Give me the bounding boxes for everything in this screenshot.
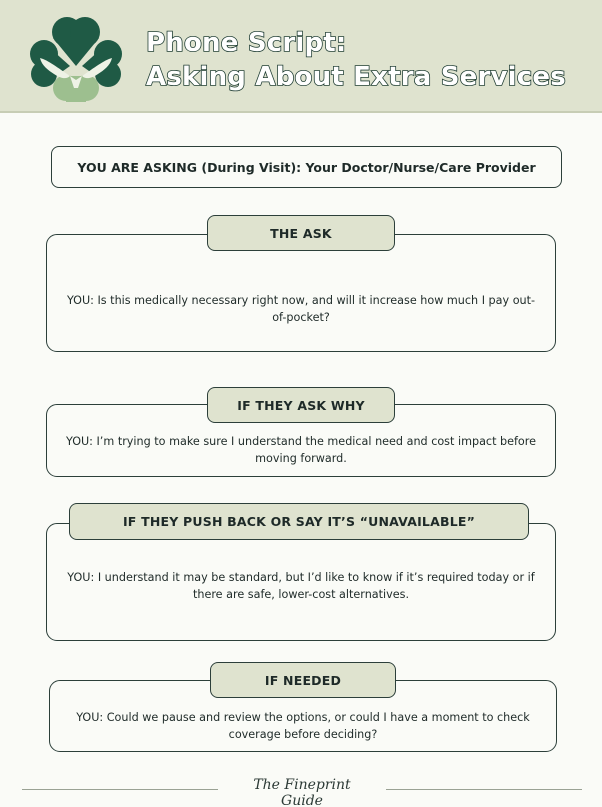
section-text: YOU: Could we pause and review the options, or could I have a moment to check coverage before deciding? [76, 711, 530, 741]
section-heading-ask-why: IF THEY ASK WHY [207, 387, 395, 423]
section-text: YOU: I’m trying to make sure I understand the medical need and cost impact before moving forward. [65, 435, 537, 465]
header-band [0, 0, 602, 113]
section-heading-push-back: IF THEY PUSH BACK OR SAY IT’S “UNAVAILABLE” [69, 503, 529, 540]
title-line-2: Asking About Extra Services [146, 62, 566, 92]
clover-hands-icon [30, 14, 122, 104]
section-card-push-back [46, 523, 556, 641]
section-text: YOU: I understand it may be standard, but I’d like to know if it’s required today or if there are safe, lower-cost alternatives. [67, 571, 535, 601]
footer-divider-left [22, 789, 218, 790]
section-heading-if-needed: IF NEEDED [210, 662, 396, 698]
section-text: YOU: Is this medically necessary right now, and will it increase how much I pay out-of-pocket? [66, 294, 536, 324]
section-card-the-ask [46, 234, 556, 352]
section-heading-the-ask: THE ASK [207, 215, 395, 251]
footer-brand: The Fineprint Guide [253, 777, 351, 807]
footer-divider-right [386, 789, 582, 790]
page-title [146, 26, 566, 94]
asking-banner: YOU ARE ASKING (During Visit): Your Doctor/Nurse/Care Provider [51, 146, 562, 188]
title-line-1: Phone Script: [146, 28, 347, 58]
